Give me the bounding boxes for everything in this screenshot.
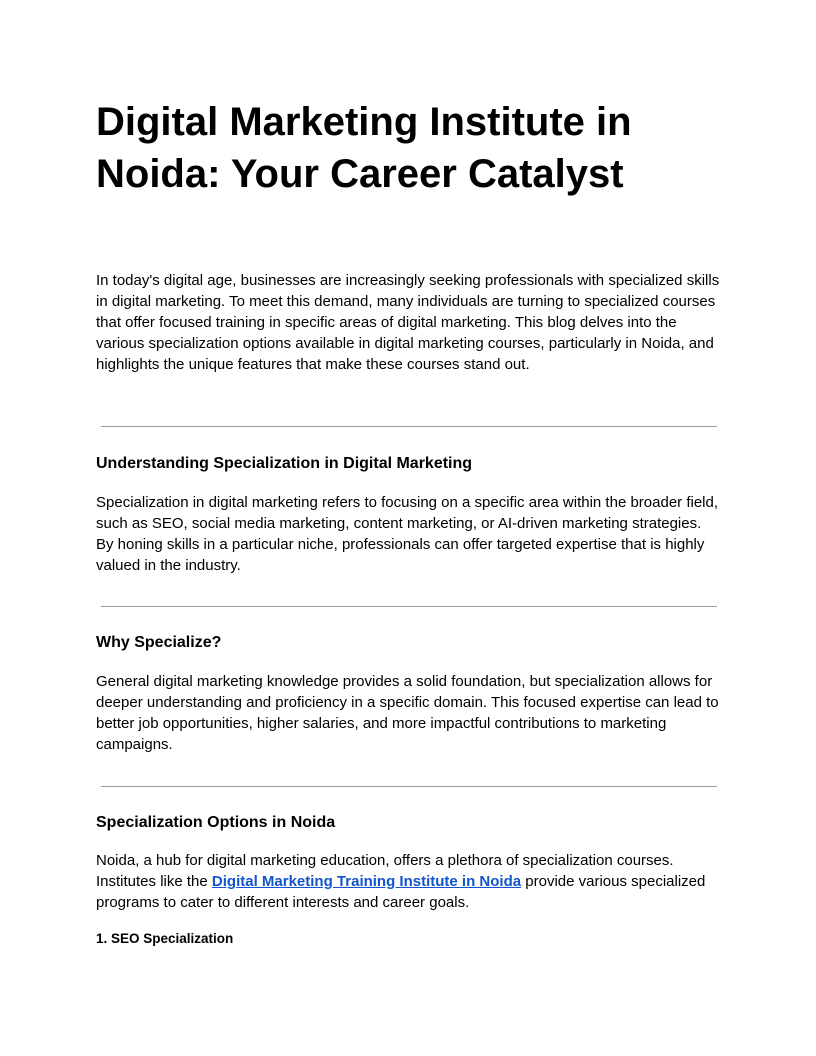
section-heading-why-specialize: Why Specialize? <box>96 634 222 651</box>
body-text-before-link: Noida, a hub for digital marketing education, offers a plethora of specialization courses. Institutes like the <box>96 852 674 890</box>
intro-paragraph: In today's digital age, businesses are increasingly seeking professionals with specialized skills in digital marketing. To meet this demand, many individuals are turning to specialized courses that offer focused training in specific areas of digital marketing. This blog delves into the various specialization options available in digital marketing courses, particularly in Noida, and highlights the unique features that make these courses stand out. <box>96 272 720 373</box>
body-text-after-link: provide various specialized programs to cater to different interests and career goals. <box>96 873 706 911</box>
section-body-understanding: Specialization in digital marketing refers to focusing on a specific area within the broader field, such as SEO, social media marketing, content marketing, or AI-driven marketing strategies. By honing skills in a particular niche, professionals can offer targeted expertise that is highly valued in the industry. <box>96 494 719 574</box>
horizontal-divider <box>101 606 717 607</box>
section-heading-understanding: Understanding Specialization in Digital Marketing <box>96 455 473 472</box>
horizontal-divider <box>101 786 717 787</box>
section-body-options-noida <box>96 850 720 913</box>
subheading-seo-specialization: 1. SEO Specialization <box>96 931 234 946</box>
horizontal-divider <box>101 426 717 427</box>
training-institute-link[interactable]: Digital Marketing Training Institute in Noida <box>211 873 522 890</box>
section-heading-options-noida: Specialization Options in Noida <box>96 814 336 831</box>
section-body-why-specialize: General digital marketing knowledge provides a solid foundation, but specialization allows for deeper understanding and proficiency in a specific domain. This focused expertise can lead to better job opportunities, higher salaries, and more impactful contributions to marketing campaigns. <box>96 673 719 753</box>
document-title: Digital Marketing Institute in Noida: Your Career Catalyst <box>96 100 632 196</box>
